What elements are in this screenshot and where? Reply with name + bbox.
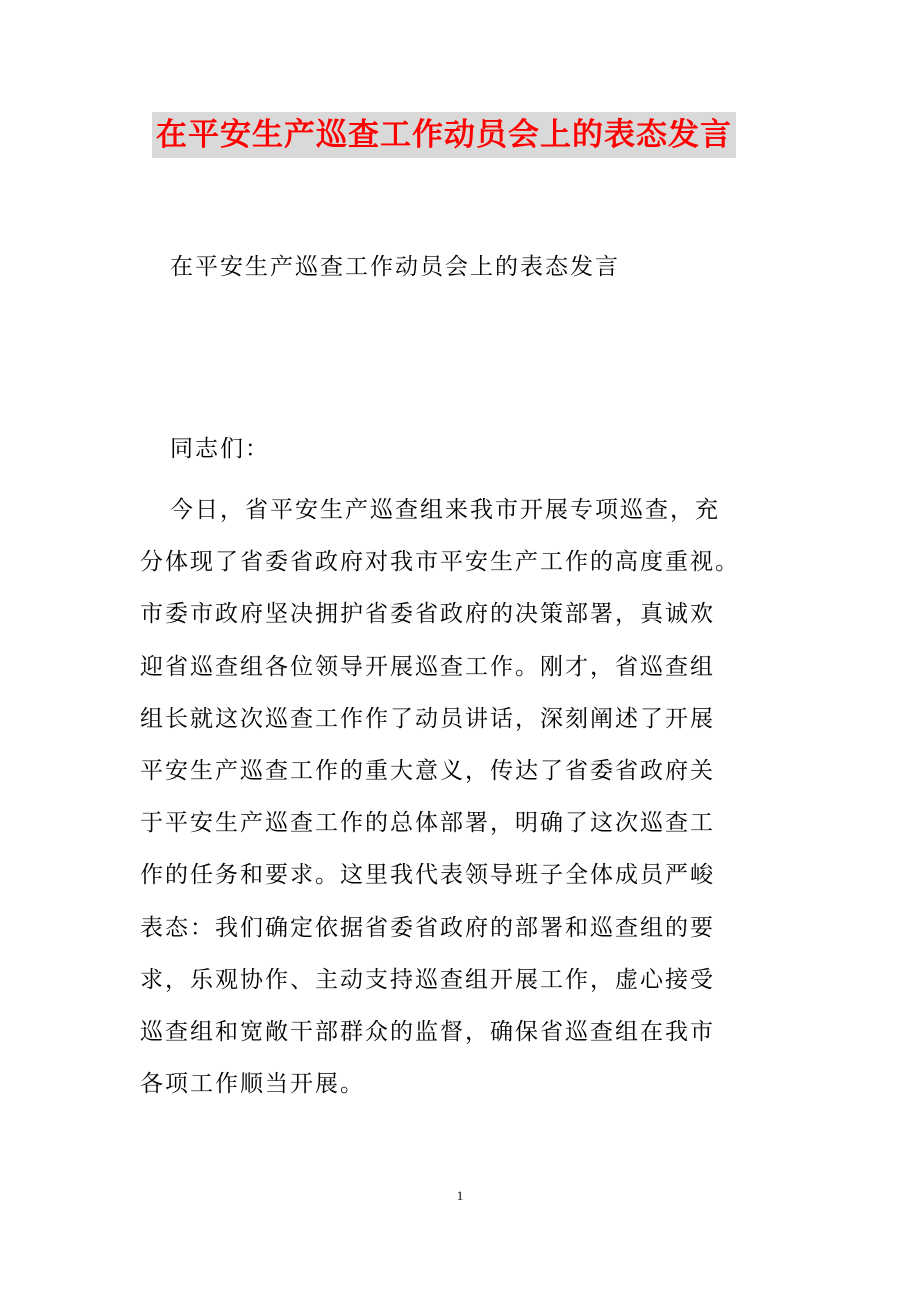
- page-number: 1: [456, 1188, 464, 1203]
- body-line: 组长就这次巡查工作作了动员讲话，深刻阐述了开展: [140, 705, 715, 732]
- body-line: 迎省巡查组各位领导开展巡查工作。刚才，省巡查组: [140, 653, 715, 680]
- body-line: 各项工作顺当开展。: [140, 1071, 365, 1098]
- body-line: 于平安生产巡查工作的总体部署，明确了这次巡查工: [140, 810, 715, 837]
- salutation: 同志们：: [170, 436, 270, 462]
- document-subtitle: 在平安生产巡查工作动员会上的表态发言: [170, 254, 620, 280]
- body-line: 分体现了省委省政府对我市平安生产工作的高度重视。: [140, 549, 740, 576]
- body-line: 市委市政府坚决拥护省委省政府的决策部署，真诚欢: [140, 601, 715, 628]
- body-line: 平安生产巡查工作的重大意义，传达了省委省政府关: [140, 757, 715, 784]
- body-paragraph: [140, 490, 800, 1116]
- body-line: 求，乐观协作、主动支持巡查组开展工作，虚心接受: [140, 966, 715, 993]
- body-line: 表态：我们确定依据省委省政府的部署和巡查组的要: [140, 914, 715, 941]
- body-line: 巡查组和宽敞干部群众的监督，确保省巡查组在我市: [140, 1018, 715, 1045]
- body-line: 今日，省平安生产巡查组来我市开展专项巡查，充: [170, 497, 720, 523]
- body-line: 作的任务和要求。这里我代表领导班子全体成员严峻: [140, 862, 715, 889]
- document-title: 在平安生产巡查工作动员会上的表态发言: [152, 112, 736, 158]
